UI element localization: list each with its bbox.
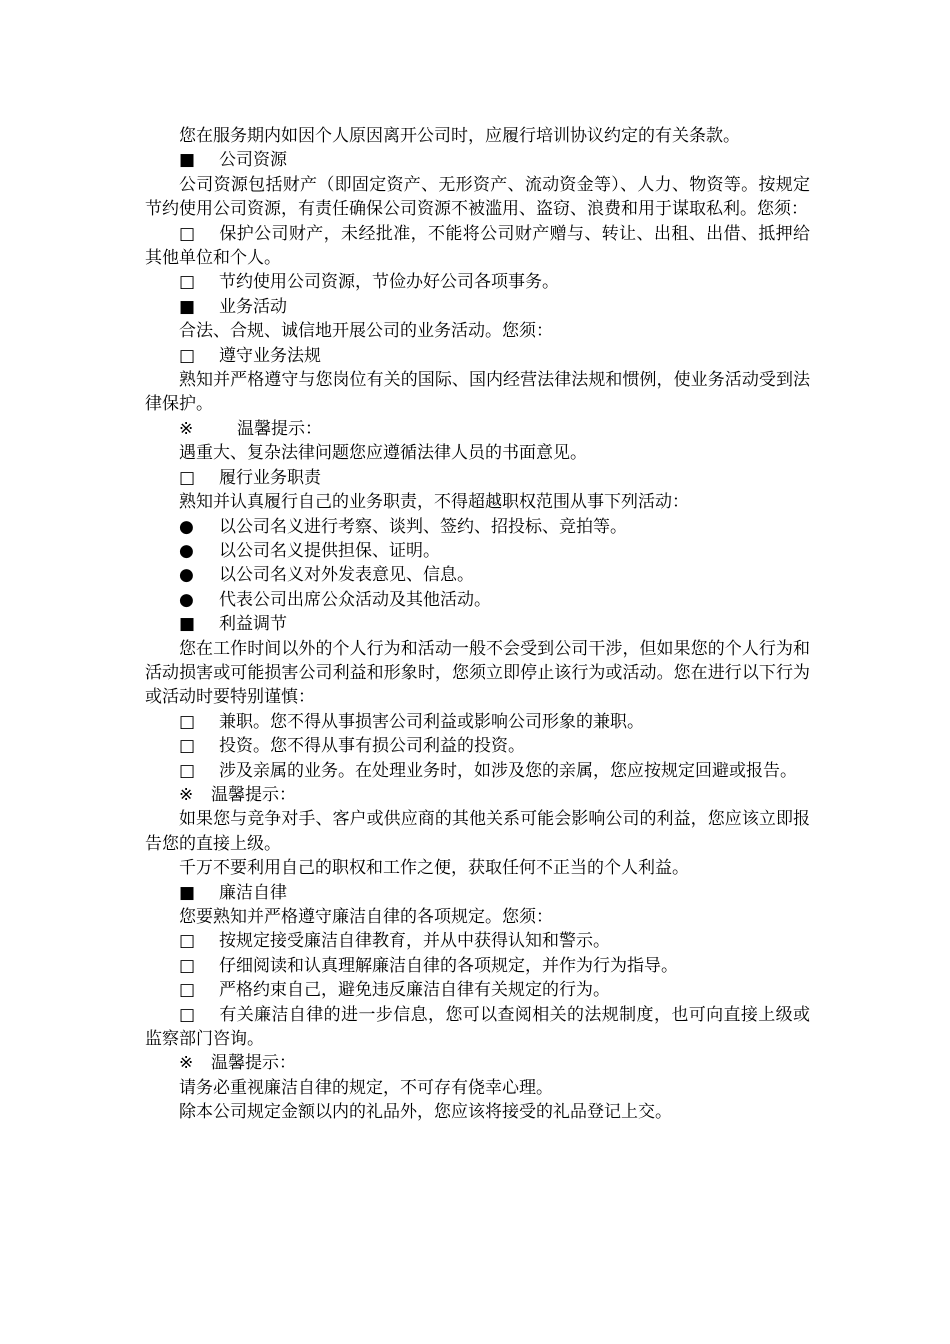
paragraph: 遇重大、复杂法律问题您应遵循法律人员的书面意见。 (179, 443, 587, 464)
paragraph: 请务必重视廉洁自律的规定，不可存有侥幸心理。 (179, 1077, 553, 1098)
tip-text: 温馨提示： (211, 1053, 296, 1074)
tip-text: 温馨提示： (237, 418, 322, 439)
dot-bullet-icon: ● (179, 565, 194, 586)
item-text: 代表公司出席公众活动及其他活动。 (219, 589, 491, 610)
item-text: 以公司名义提供担保、证明。 (219, 540, 440, 561)
item-text: 节约使用公司资源，节俭办好公司各项事务。 (219, 272, 559, 293)
paragraph: 合法、合规、诚信地开展公司的业务活动。您须： (179, 321, 553, 342)
item-text: 以公司名义对外发表意见、信息。 (219, 565, 474, 586)
paragraph: 熟知并认真履行自己的业务职责，不得超越职权范围从事下列活动： (179, 492, 689, 513)
checkbox-icon: □ (179, 272, 196, 293)
item-text: 涉及亲属的业务。在处理业务时，如涉及您的亲属，您应按规定回避或报告。 (219, 760, 797, 781)
tip-heading (145, 783, 810, 807)
tip-heading (145, 1051, 810, 1075)
subheading (145, 344, 810, 368)
reference-mark-icon: ※ (179, 418, 194, 439)
item-text: 以公司名义进行考察、谈判、签约、招投标、竞拍等。 (219, 516, 627, 537)
subheading-text: 履行业务职责 (219, 467, 321, 488)
paragraph: 您在工作时间以外的个人行为和活动一般不会受到公司干涉，但如果您的个人行为和活动损害或可能损害公司利益和形象时，您须立即停止该行为或活动。您在进行以下行为或活动时要特别谨慎： (145, 638, 810, 708)
checkbox-icon: □ (179, 711, 196, 732)
checkbox-item (145, 759, 810, 783)
paragraph: 您在服务期内如因个人原因离开公司时，应履行培训协议约定的有关条款。 (179, 126, 740, 146)
square-bullet-icon: ■ (179, 614, 196, 635)
square-bullet-icon: ■ (179, 882, 196, 903)
checkbox-icon: □ (179, 223, 196, 244)
checkbox-icon: □ (179, 1004, 196, 1025)
checkbox-icon: □ (179, 980, 196, 1001)
checkbox-item (145, 1003, 810, 1052)
checkbox-icon: □ (179, 467, 196, 488)
checkbox-icon: □ (179, 931, 196, 952)
dot-bullet-icon: ● (179, 516, 194, 537)
section-heading (145, 612, 810, 636)
checkbox-icon: □ (179, 955, 196, 976)
paragraph: 如果您与竞争对手、客户或供应商的其他关系可能会影响公司的利益，您应该立即报告您的直接上级。 (145, 809, 810, 854)
reference-mark-icon: ※ (179, 784, 194, 805)
paragraph: 千万不要利用自己的职权和工作之便，获取任何不正当的个人利益。 (179, 858, 689, 879)
bullet-item (145, 588, 810, 612)
checkbox-item (145, 954, 810, 978)
paragraph: 公司资源包括财产（即固定资产、无形资产、流动资金等）、人力、物资等。按规定节约使用公司资源，有责任确保公司资源不被滥用、盗窃、浪费和用于谋取私利。您须： (145, 174, 810, 220)
dot-bullet-icon: ● (179, 540, 194, 561)
item-text: 保护公司财产，未经批准，不能将公司财产赠与、转让、出租、出借、抵押给其他单位和个人。 (145, 223, 810, 269)
item-text: 严格约束自己，避免违反廉洁自律有关规定的行为。 (219, 980, 610, 1001)
checkbox-item (145, 710, 810, 734)
item-text: 兼职。您不得从事损害公司利益或影响公司形象的兼职。 (219, 711, 644, 732)
checkbox-icon: □ (179, 345, 196, 366)
heading-text: 廉洁自律 (219, 882, 287, 903)
square-bullet-icon: ■ (179, 150, 196, 171)
checkbox-item (145, 734, 810, 758)
paragraph: 除本公司规定金额以内的礼品外，您应该将接受的礼品登记上交。 (179, 1102, 672, 1123)
paragraph: 您要熟知并严格遵守廉洁自律的各项规定。您须： (179, 907, 553, 927)
heading-text: 公司资源 (219, 150, 287, 171)
square-bullet-icon: ■ (179, 296, 196, 317)
subheading (145, 466, 810, 490)
checkbox-item (145, 929, 810, 953)
reference-mark-icon: ※ (179, 1053, 194, 1074)
checkbox-icon: □ (179, 736, 196, 757)
section-heading (145, 295, 810, 319)
document-page (145, 124, 810, 1125)
dot-bullet-icon: ● (179, 589, 194, 610)
checkbox-item (145, 978, 810, 1002)
item-text: 按规定接受廉洁自律教育，并从中获得认知和警示。 (219, 931, 610, 952)
paragraph: 熟知并严格遵守与您岗位有关的国际、国内经营法律法规和惯例，使业务活动受到法律保护。 (145, 370, 810, 415)
item-text: 仔细阅读和认真理解廉洁自律的各项规定，并作为行为指导。 (219, 955, 678, 976)
subheading-text: 遵守业务法规 (219, 345, 321, 366)
checkbox-item (145, 270, 810, 294)
heading-text: 利益调节 (219, 614, 287, 635)
bullet-item (145, 515, 810, 539)
checkbox-icon: □ (179, 760, 196, 781)
bullet-item (145, 539, 810, 563)
checkbox-item (145, 222, 810, 271)
bullet-item (145, 563, 810, 587)
tip-text: 温馨提示： (211, 784, 296, 805)
item-text: 投资。您不得从事有损公司利益的投资。 (219, 736, 525, 757)
section-heading (145, 148, 810, 172)
tip-heading (145, 417, 810, 441)
item-text: 有关廉洁自律的进一步信息，您可以查阅相关的法规制度，也可向直接上级或监察部门咨询。 (145, 1004, 810, 1050)
section-heading (145, 881, 810, 905)
heading-text: 业务活动 (219, 296, 287, 317)
